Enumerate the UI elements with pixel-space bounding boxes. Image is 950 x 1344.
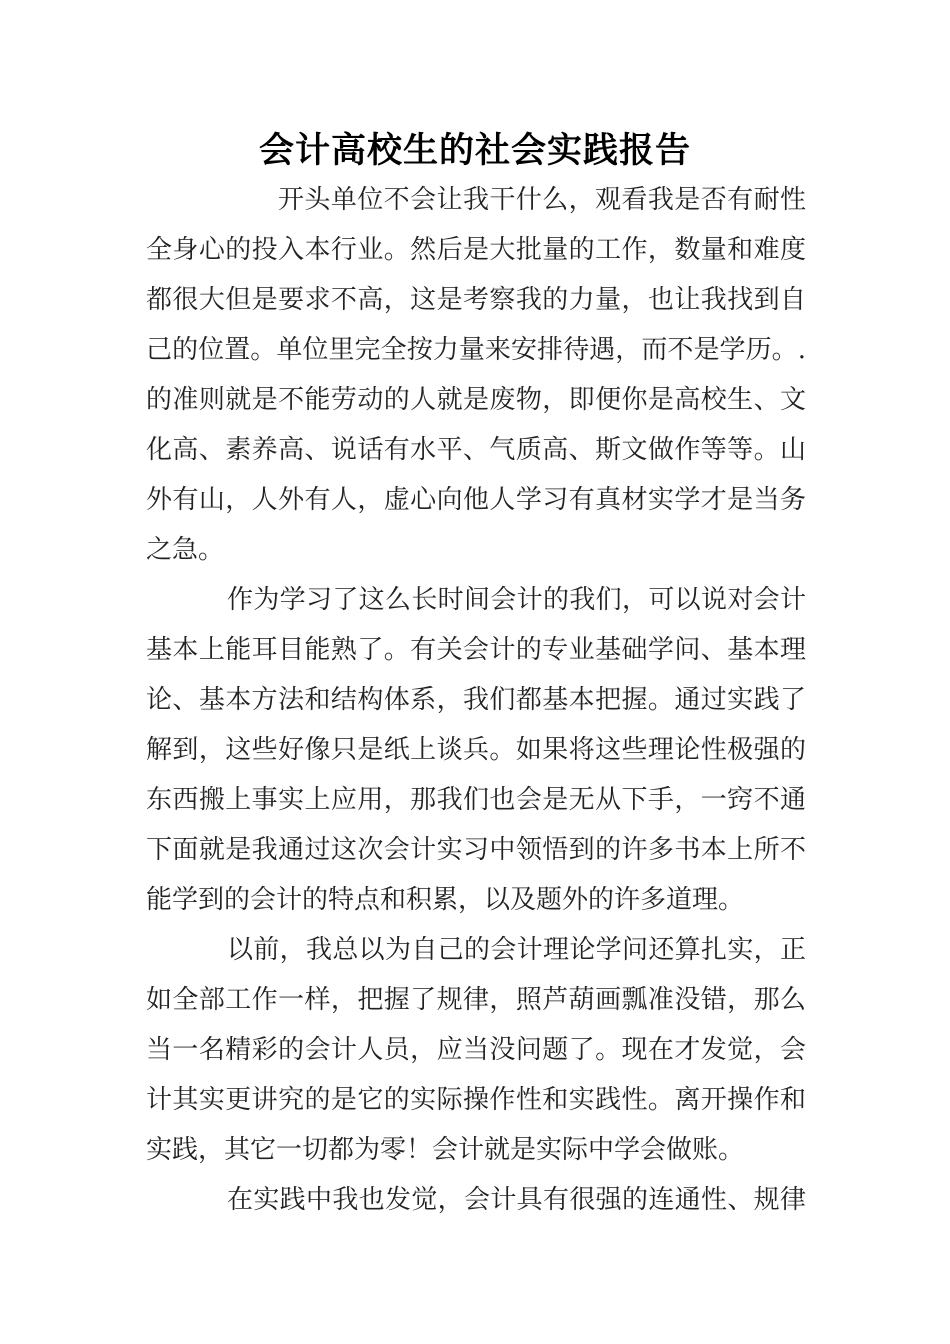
paragraph-3-line-5: 实践，其它一切都为零！会计就是实际中学会做账。	[146, 1135, 745, 1165]
paragraph-1-line-3: 都很大但是要求不高，这是考察我的力量，也让我找到自	[146, 285, 806, 315]
paragraph-1-line-4: 己的位置。单位里完全按力量来安排待遇，而不是学历。.	[146, 335, 806, 365]
paragraph-1-line-6: 化高、素养高、说话有水平、气质高、斯文做作等等。山	[146, 435, 806, 465]
paragraph-2-line-1: 作为学习了这么长时间会计的我们，可以说对会计	[227, 585, 806, 615]
paragraph-2-line-6: 下面就是我通过这次会计实习中领悟到的许多书本上所不	[146, 835, 806, 865]
paragraph-2-line-5: 东西搬上事实上应用，那我们也会是无从下手，一窍不通	[146, 785, 806, 815]
paragraph-2-line-4: 解到，这些好像只是纸上谈兵。如果将这些理论性极强的	[146, 735, 806, 765]
paragraph-1-line-7: 外有山，人外有人，虚心向他人学习有真材实学才是当务	[146, 485, 806, 515]
paragraph-4-line-1: 在实践中我也发觉，会计具有很强的连通性、规律	[227, 1185, 806, 1215]
paragraph-1-line-2: 全身心的投入本行业。然后是大批量的工作，数量和难度	[146, 235, 806, 265]
paragraph-1-line-1: 开头单位不会让我干什么，观看我是否有耐性	[278, 185, 806, 215]
paragraph-3-line-1: 以前，我总以为自己的会计理论学问还算扎实，正	[227, 935, 806, 965]
paragraph-1-line-8: 之急。	[146, 535, 225, 565]
paragraph-3-line-2: 如全部工作一样，把握了规律，照芦葫画瓢准没错，那么	[146, 985, 806, 1015]
paragraph-2-line-2: 基本上能耳目能熟了。有关会计的专业基础学问、基本理	[146, 635, 806, 665]
paragraph-2-line-3: 论、基本方法和结构体系，我们都基本把握。通过实践了	[146, 685, 806, 715]
paragraph-3-line-3: 当一名精彩的会计人员，应当没问题了。现在才发觉，会	[146, 1035, 806, 1065]
paragraph-2-line-7: 能学到的会计的特点和积累，以及题外的许多道理。	[146, 885, 745, 915]
paragraph-3-line-4: 计其实更讲究的是它的实际操作性和实践性。离开操作和	[146, 1085, 806, 1115]
paragraph-1-line-5: 的准则就是不能劳动的人就是废物，即便你是高校生、文	[146, 385, 806, 415]
document-title: 会计高校生的社会实践报告	[258, 131, 691, 171]
